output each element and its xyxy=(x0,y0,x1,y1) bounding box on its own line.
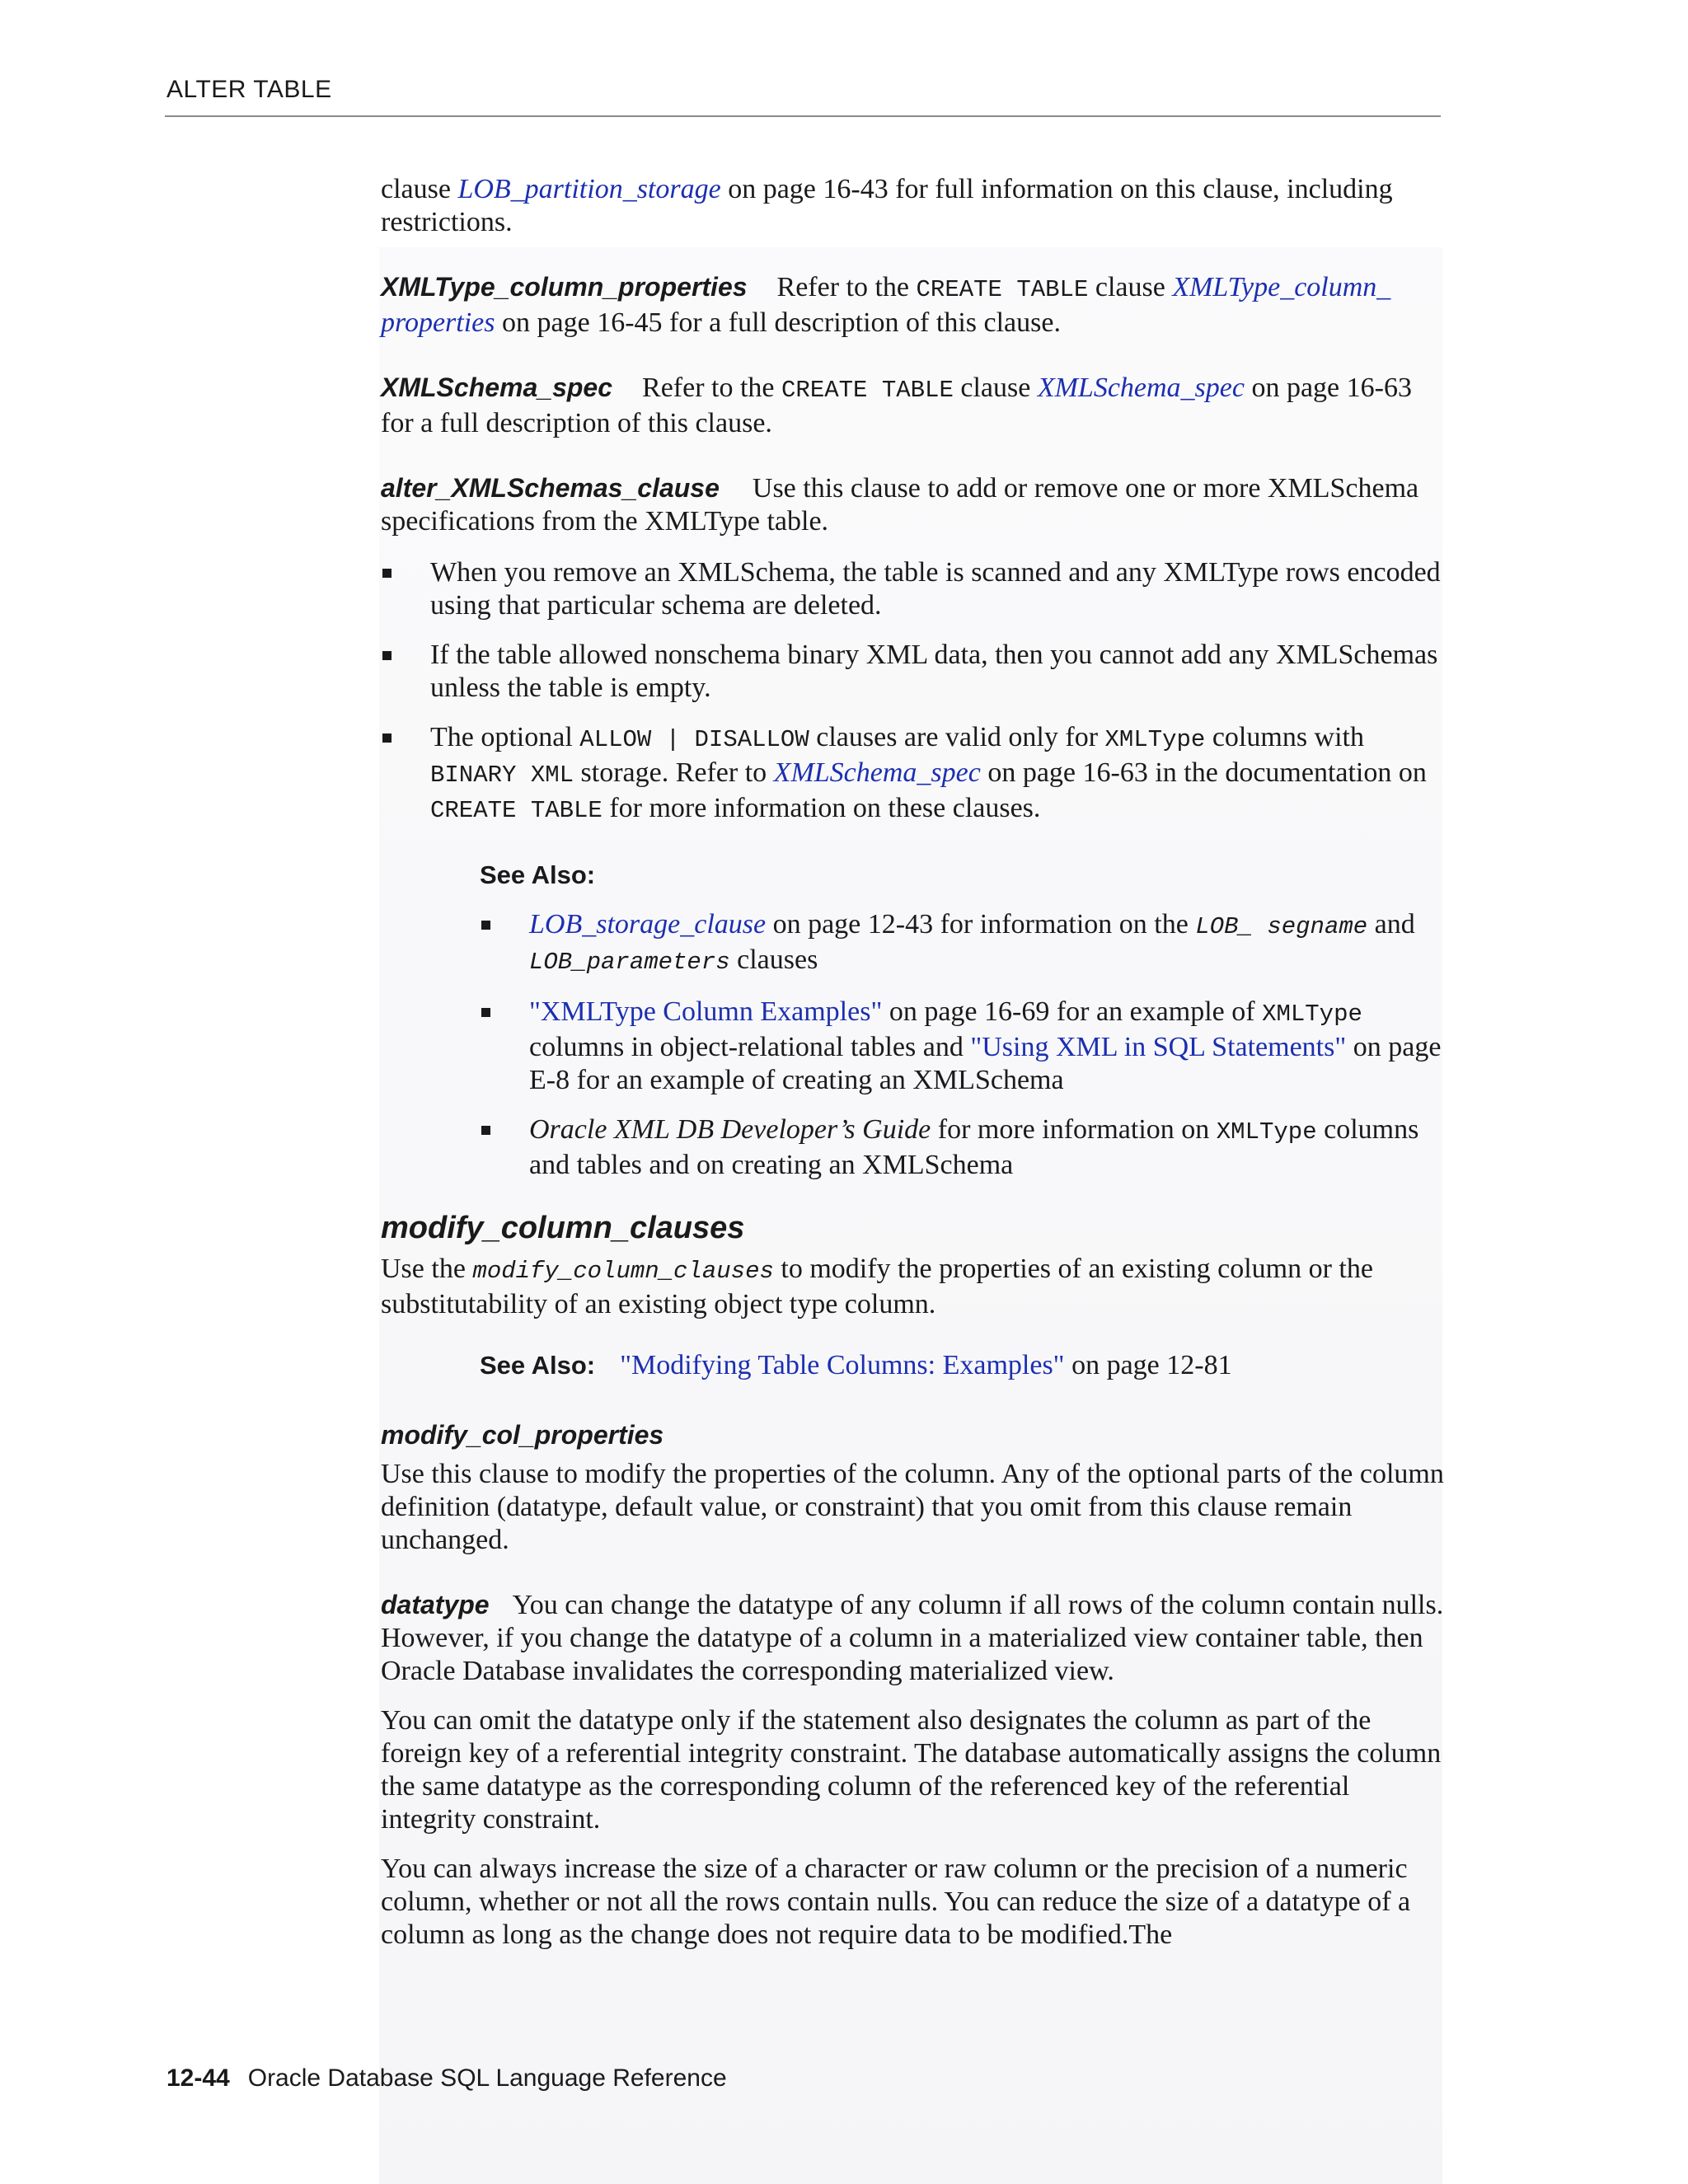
code-create-table: CREATE TABLE xyxy=(781,377,954,404)
page-footer xyxy=(166,2064,727,2093)
link-lob-storage-clause[interactable]: LOB_storage_clause xyxy=(529,909,767,940)
paragraph-datatype: datatype You can change the datatype of any column if all rows of the column contain nulls. However, if you change the datatype of a column in a materialized view container table, then Oracle Database invalidates the corresponding materialized view. xyxy=(381,1590,1444,1686)
code-modify-column-clauses: modify_column_clauses xyxy=(472,1258,774,1285)
list-item: LOB_storage_clause on page 12-43 for information on the LOB_ segname and LOB_parameters clauses xyxy=(480,908,1444,979)
square-bullet-icon xyxy=(382,733,392,743)
paragraph-alter-xmlschemas-clause: alter_XMLSchemas_clause Use this clause to add or remove one or more XMLSchema specifications from the XMLType table. xyxy=(381,473,1419,537)
paragraph-modify-column-clauses: Use the modify_column_clauses to modify the properties of an existing column or the substitutability of an existing object type column. xyxy=(381,1254,1373,1319)
square-bullet-icon xyxy=(481,921,490,930)
term-alter-xmlschemas-clause: alter_XMLSchemas_clause xyxy=(381,473,720,503)
square-bullet-icon xyxy=(481,1126,490,1135)
square-bullet-icon xyxy=(382,651,392,660)
list-item: The optional ALLOW | DISALLOW clauses are valid only for XMLType columns with BINARY XML storage. Refer to XMLSchema_spec on page 16-63 in the documentation on CREATE TABLE for more information on these clauses. xyxy=(381,721,1444,827)
code-lob-parameters: LOB_parameters xyxy=(529,949,730,976)
book-title-xml-db-guide: Oracle XML DB Developer’s Guide xyxy=(529,1114,931,1145)
link-xmlschema-spec[interactable]: XMLSchema_spec xyxy=(1037,373,1245,403)
page-body xyxy=(381,173,1444,1983)
square-bullet-icon xyxy=(382,569,392,578)
link-xmltype-column-properties[interactable]: XMLType_column_ properties xyxy=(381,272,1391,338)
paragraph-intro: clause LOB_partition_storage on page 16-43 for full information on this clause, including restrictions. xyxy=(381,174,1393,237)
paragraph-xmlschema-spec: XMLSchema_spec Refer to the CREATE TABLE clause XMLSchema_spec on page 16-63 for a full description of this clause. xyxy=(381,373,1412,438)
code-binary-xml: BINARY XML xyxy=(430,762,574,789)
link-using-xml-in-sql[interactable]: "Using XML in SQL Statements" xyxy=(970,1032,1347,1062)
code-create-table: CREATE TABLE xyxy=(430,797,603,824)
term-xmltype-column-properties: XMLType_column_properties xyxy=(381,272,748,302)
list-item: When you remove an XMLSchema, the table is scanned and any XMLType rows encoded using that particular schema are deleted. xyxy=(381,556,1444,622)
code-allow-disallow: ALLOW | DISALLOW xyxy=(579,726,809,753)
link-xmlschema-spec[interactable]: XMLSchema_spec xyxy=(773,757,981,788)
list-item: If the table allowed nonschema binary XML data, then you cannot add any XMLSchemas unless the table is empty. xyxy=(381,639,1444,705)
page-number: 12-44 xyxy=(166,2064,230,2092)
paragraph-modify-col-properties: Use this clause to modify the properties of the column. Any of the optional parts of the column definition (datatype, default value, or constraint) that you omit from this clause remain unchanged. xyxy=(381,1459,1444,1555)
see-also-title: See Also: xyxy=(480,860,596,889)
term-xmlschema-spec: XMLSchema_spec xyxy=(381,373,613,402)
see-also-label: See Also: xyxy=(480,1351,596,1380)
paragraph-xmltype-column-properties: XMLType_column_properties Refer to the CREATE TABLE clause XMLType_column_ properties on page 16-45 for a full description of this clause. xyxy=(381,272,1391,338)
heading-modify-col-properties: modify_col_properties xyxy=(381,1420,664,1450)
bullet-list-xmlschemas xyxy=(381,556,1444,827)
code-xmltype: XMLType xyxy=(1104,726,1206,753)
term-datatype: datatype xyxy=(381,1590,490,1619)
link-modifying-table-columns-examples[interactable]: "Modifying Table Columns: Examples" xyxy=(620,1350,1065,1380)
paragraph-omit-datatype: You can omit the datatype only if the statement also designates the column as part of the foreign key of a referential integrity constraint. The database automatically assigns the column the same datatype as the corresponding column of the referenced key of the referential integrity constraint. xyxy=(381,1705,1442,1835)
code-xmltype: XMLType xyxy=(1216,1118,1317,1146)
heading-modify-column-clauses: modify_column_clauses xyxy=(381,1211,745,1245)
code-create-table: CREATE TABLE xyxy=(916,276,1089,303)
running-header: ALTER TABLE xyxy=(166,76,332,103)
header-rule xyxy=(165,115,1441,117)
see-also-inline: See Also: "Modifying Table Columns: Examples" on page 12-81 xyxy=(480,1350,1232,1380)
paragraph-increase-size: You can always increase the size of a character or raw column or the precision of a numeric column, whether or not all the rows contain nulls. You can reduce the size of a datatype of a column as long as the change does not require data to be modified.The xyxy=(381,1854,1411,1950)
square-bullet-icon xyxy=(481,1008,490,1017)
link-xmltype-column-examples[interactable]: "XMLType Column Examples" xyxy=(529,996,883,1027)
code-xmltype: XMLType xyxy=(1262,1001,1362,1028)
code-lob-segname: LOB_ segname xyxy=(1195,913,1368,940)
list-item: "XMLType Column Examples" on page 16-69 for an example of XMLType columns in object-relational tables and "Using XML in SQL Statements" on page E-8 for an example of creating an XMLSchema xyxy=(480,996,1444,1097)
see-also-block xyxy=(480,859,1444,1182)
link-lob-partition-storage[interactable]: LOB_partition_storage xyxy=(457,174,721,204)
list-item: Oracle XML DB Developer’s Guide for more information on XMLType columns and tables and on creating an XMLSchema xyxy=(480,1113,1444,1182)
book-title: Oracle Database SQL Language Reference xyxy=(247,2064,727,2092)
see-also-list xyxy=(480,908,1444,1182)
